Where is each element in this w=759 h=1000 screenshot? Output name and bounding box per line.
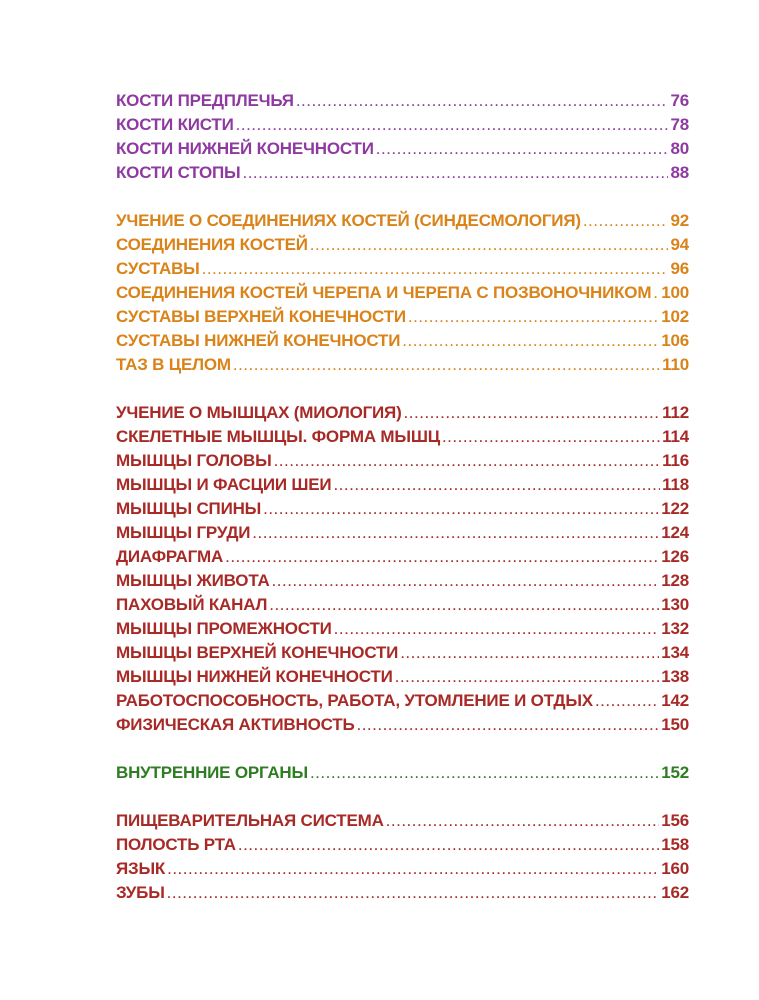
toc-section-syndesmology [116, 209, 689, 377]
dot-leader [333, 473, 660, 497]
toc-entry-page: 126 [661, 547, 689, 566]
toc-entry-page: 76 [670, 91, 689, 110]
toc-entry[interactable] [116, 809, 689, 833]
toc-entry-page: 88 [670, 163, 689, 182]
toc-entry-page: 80 [670, 139, 689, 158]
toc-entry[interactable] [116, 881, 689, 905]
dot-leader [356, 713, 659, 737]
toc-entry-title: ВНУТРЕННИЕ ОРГАНЫ [116, 763, 308, 782]
toc-entry[interactable] [116, 617, 689, 641]
toc-entry[interactable] [116, 137, 689, 161]
toc-entry-title: РАБОТОСПОСОБНОСТЬ, РАБОТА, УТОМЛЕНИЕ И ОТДЫХ [116, 691, 593, 710]
toc-entry-page: 156 [661, 811, 689, 830]
dot-leader [400, 641, 659, 665]
toc-entry[interactable] [116, 833, 689, 857]
toc-entry-page: 134 [661, 643, 689, 662]
toc-entry[interactable] [116, 113, 689, 137]
toc-entry-page: 132 [661, 619, 689, 638]
dot-leader [272, 569, 660, 593]
section-spacer [116, 377, 689, 401]
dot-leader [386, 809, 660, 833]
toc-entry[interactable] [116, 425, 689, 449]
dot-leader [334, 617, 660, 641]
dot-leader [310, 761, 659, 785]
toc-entry[interactable] [116, 281, 689, 305]
toc-entry-title: ЯЗЫК [116, 859, 166, 878]
toc-entry-title: УЧЕНИЕ О СОЕДИНЕНИЯХ КОСТЕЙ (СИНДЕСМОЛОГИЯ) [116, 211, 581, 230]
dot-leader [653, 281, 659, 305]
toc-entry-title: КОСТИ НИЖНЕЙ КОНЕЧНОСТИ [116, 139, 374, 158]
toc-entry-page: 110 [662, 355, 689, 374]
toc-entry-page: 138 [661, 667, 689, 686]
toc-entry[interactable] [116, 689, 689, 713]
toc-entry-page: 100 [661, 283, 689, 302]
toc-entry[interactable] [116, 89, 689, 113]
dot-leader [583, 209, 669, 233]
toc-entry[interactable] [116, 209, 689, 233]
toc-entry[interactable] [116, 857, 689, 881]
toc-entry-page: 158 [661, 835, 689, 854]
toc-entry-page: 128 [661, 571, 689, 590]
dot-leader [233, 353, 660, 377]
dot-leader [263, 497, 659, 521]
toc-entry-title: МЫШЦЫ ГРУДИ [116, 523, 251, 542]
toc-entry-title: ЗУБЫ [116, 883, 165, 902]
toc-entry[interactable] [116, 713, 689, 737]
toc-entry-title: ТАЗ В ЦЕЛОМ [116, 355, 231, 374]
toc-entry-title: УЧЕНИЕ О МЫШЦАХ (МИОЛОГИЯ) [116, 403, 402, 422]
toc-entry-title: ДИАФРАГМА [116, 547, 224, 566]
toc-entry[interactable] [116, 641, 689, 665]
dot-leader [274, 449, 661, 473]
section-spacer [116, 785, 689, 809]
dot-leader [236, 113, 669, 137]
toc-entry-page: 160 [661, 859, 689, 878]
toc-entry-title: ПАХОВЫЙ КАНАЛ [116, 595, 268, 614]
toc-entry[interactable] [116, 665, 689, 689]
dot-leader [238, 833, 659, 857]
toc-entry-page: 102 [661, 307, 689, 326]
toc-section-digestive-system [116, 809, 689, 905]
toc-entry-page: 116 [662, 451, 689, 470]
dot-leader [442, 425, 660, 449]
toc-entry-title: СУСТАВЫ НИЖНЕЙ КОНЕЧНОСТИ [116, 331, 401, 350]
toc-entry-title: КОСТИ СТОПЫ [116, 163, 241, 182]
dot-leader [269, 593, 659, 617]
toc-entry-title: МЫШЦЫ НИЖНЕЙ КОНЕЧНОСТИ [116, 667, 393, 686]
toc-entry-title: СКЕЛЕТНЫЕ МЫШЦЫ. ФОРМА МЫШЦ [116, 427, 440, 446]
toc-entry[interactable] [116, 449, 689, 473]
dot-leader [595, 689, 659, 713]
toc-entry-page: 92 [670, 211, 689, 230]
toc-entry-page: 124 [661, 523, 689, 542]
section-spacer [116, 737, 689, 761]
toc-entry-page: 130 [661, 595, 689, 614]
toc-entry-title: МЫШЦЫ ВЕРХНЕЙ КОНЕЧНОСТИ [116, 643, 399, 662]
dot-leader [225, 545, 659, 569]
toc-entry-title: КОСТИ КИСТИ [116, 115, 234, 134]
toc-section-bones [116, 89, 689, 185]
toc-section-internal-organs [116, 761, 689, 785]
toc-entry-page: 112 [662, 403, 689, 422]
toc-entry-title: МЫШЦЫ СПИНЫ [116, 499, 262, 518]
toc-entry-page: 118 [662, 475, 689, 494]
toc-entry[interactable] [116, 161, 689, 185]
dot-leader [202, 257, 669, 281]
toc-entry[interactable] [116, 473, 689, 497]
toc-entry-title: СУСТАВЫ ВЕРХНЕЙ КОНЕЧНОСТИ [116, 307, 406, 326]
toc-entry-page: 96 [670, 259, 689, 278]
toc-entry[interactable] [116, 761, 689, 785]
toc-section-myology [116, 401, 689, 737]
toc-entry[interactable] [116, 305, 689, 329]
toc-entry[interactable] [116, 497, 689, 521]
toc-entry[interactable] [116, 329, 689, 353]
toc-entry-title: ПОЛОСТЬ РТА [116, 835, 236, 854]
dot-leader [395, 665, 660, 689]
toc-entry-title: КОСТИ ПРЕДПЛЕЧЬЯ [116, 91, 294, 110]
toc-entry-title: СУСТАВЫ [116, 259, 200, 278]
dot-leader [167, 881, 660, 905]
toc-entry-title: МЫШЦЫ ГОЛОВЫ [116, 451, 272, 470]
toc-entry-page: 114 [662, 427, 689, 446]
toc-entry-page: 78 [670, 115, 689, 134]
toc-entry[interactable] [116, 569, 689, 593]
toc-entry[interactable] [116, 233, 689, 257]
section-spacer [116, 185, 689, 209]
toc-entry-title: ФИЗИЧЕСКАЯ АКТИВНОСТЬ [116, 715, 355, 734]
dot-leader [252, 521, 659, 545]
toc-entry-page: 106 [661, 331, 689, 350]
dot-leader [404, 401, 661, 425]
toc-entry-title: МЫШЦЫ ПРОМЕЖНОСТИ [116, 619, 332, 638]
toc-entry-title: МЫШЦЫ И ФАСЦИИ ШЕИ [116, 475, 332, 494]
toc-entry[interactable] [116, 593, 689, 617]
toc-entry-page: 152 [661, 763, 689, 782]
dot-leader [242, 161, 668, 185]
toc-entry[interactable] [116, 545, 689, 569]
toc-entry-title: ПИЩЕВАРИТЕЛЬНАЯ СИСТЕМА [116, 811, 384, 830]
toc-entry[interactable] [116, 521, 689, 545]
toc-entry-page: 162 [661, 883, 689, 902]
dot-leader [376, 137, 669, 161]
toc-entry[interactable] [116, 257, 689, 281]
table-of-contents [116, 89, 689, 905]
dot-leader [167, 857, 659, 881]
toc-entry[interactable] [116, 353, 689, 377]
toc-entry-page: 142 [661, 691, 689, 710]
toc-entry-title: МЫШЦЫ ЖИВОТА [116, 571, 270, 590]
dot-leader [310, 233, 669, 257]
toc-entry-title: СОЕДИНЕНИЯ КОСТЕЙ [116, 235, 308, 254]
dot-leader [402, 329, 659, 353]
dot-leader [296, 89, 669, 113]
toc-entry-title: СОЕДИНЕНИЯ КОСТЕЙ ЧЕРЕПА И ЧЕРЕПА С ПОЗВОНОЧНИКОМ [116, 283, 652, 302]
toc-entry-page: 94 [670, 235, 689, 254]
toc-entry-page: 122 [661, 499, 689, 518]
toc-entry[interactable] [116, 401, 689, 425]
dot-leader [408, 305, 659, 329]
toc-entry-page: 150 [661, 715, 689, 734]
